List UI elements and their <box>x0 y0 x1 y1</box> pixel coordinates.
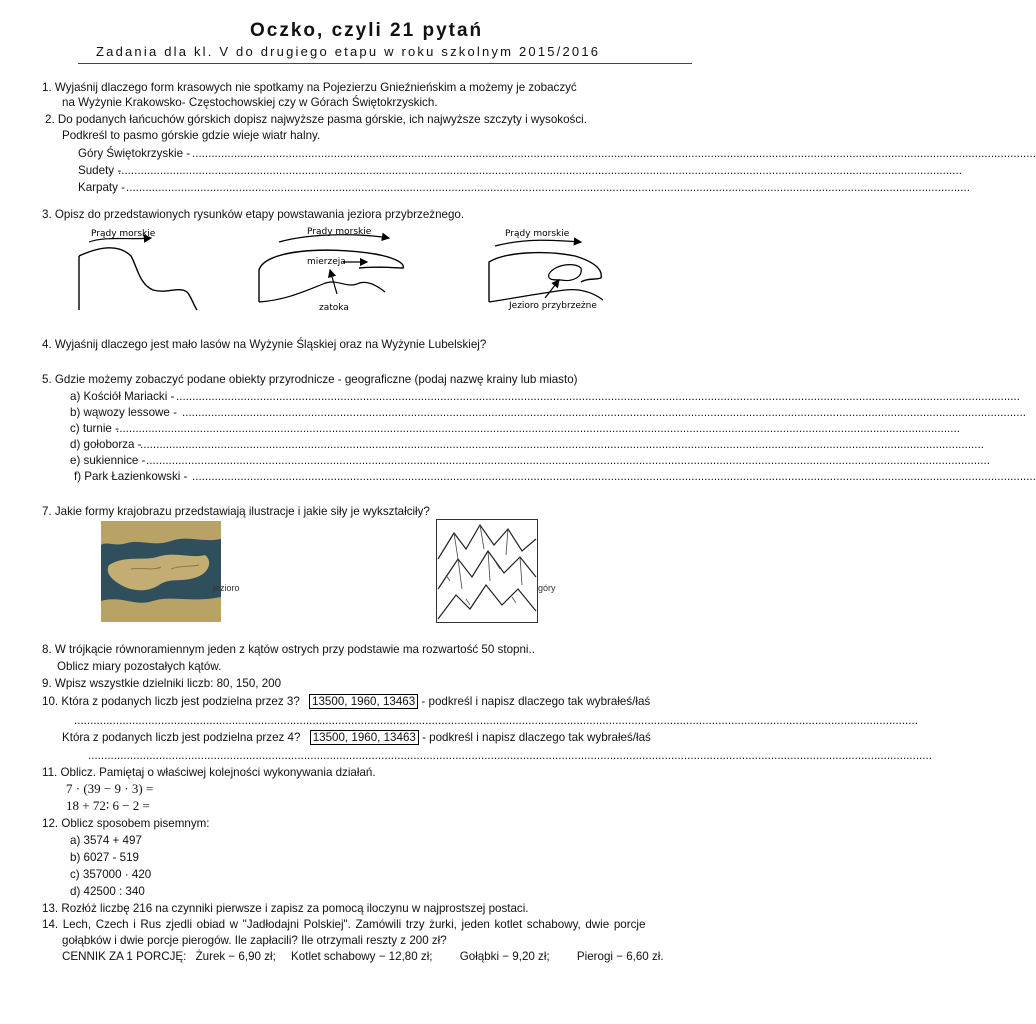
q10-question-4: Która z podanych liczb jest podzielna przez 4? <box>62 731 301 744</box>
header-rule <box>78 63 692 64</box>
q5-item-label: c) turnie - <box>70 422 119 435</box>
diagram-stage-1 <box>79 229 197 310</box>
q10-numbers-box: 13500, 1960, 13463 <box>310 730 419 745</box>
currents-label: Prądy morskie <box>91 229 156 239</box>
lagoon-formation-diagram <box>75 222 685 314</box>
diagram-stage-3 <box>489 229 603 311</box>
price-list <box>62 950 664 964</box>
price-item: Gołąbki − 9,20 zł; <box>459 950 550 963</box>
q2-line2: Podkreśl to pasmo górskie gdzie wieje wiatr halny. <box>62 129 321 142</box>
price-item: Żurek − 6,90 zł; <box>195 950 276 963</box>
answer-line: ...................................................................................................................................................................................................................................................................... <box>146 454 990 467</box>
answer-line: ...................................................................................................................................................................................................................................................................... <box>116 422 960 435</box>
q3-text: 3. Opisz do przedstawionych rysunków etapy powstawania jeziora przybrzeżnego. <box>42 208 465 221</box>
q13-text: 13. Rozłóż liczbę 216 na czynniki pierwsze i zapisz za pomocą iloczynu w najprostszej postaci. <box>42 902 529 915</box>
currents-label: Prądy morskie <box>505 229 570 239</box>
q9-text: 9. Wpisz wszystkie dzielniki liczb: 80, 150, 200 <box>42 677 282 690</box>
q10-line1 <box>42 695 650 709</box>
answer-line: ...................................................................................................................................................................................................................................................................... <box>176 390 1020 403</box>
q12-text: 12. Oblicz sposobem pisemnym: <box>42 817 210 830</box>
drawing-caption: góry <box>538 583 556 593</box>
mountains-drawing <box>436 519 538 623</box>
q11-expression-1: 7 · (39 − 9 · 3) = <box>66 781 154 796</box>
q7-text: 7. Jakie formy krajobrazu przedstawiają ilustracje i jakie siły je wykształciły? <box>42 505 430 518</box>
q5-item-label: a) Kościół Mariacki - <box>70 390 175 403</box>
bay-label: zatoka <box>319 303 349 313</box>
q10-instruction: - podkreśl i napisz dlaczego tak wybrałeś/łaś <box>422 731 651 744</box>
price-list-heading: CENNIK ZA 1 PORCJĘ: <box>62 950 187 963</box>
answer-line: ...................................................................................................................................................................................................................................................................... <box>126 181 970 194</box>
q5-item-label: d) gołoborza - <box>70 438 142 451</box>
q8-line2: Oblicz miary pozostałych kątów. <box>57 660 222 673</box>
currents-label: Prądy morskie <box>307 227 372 237</box>
q12-item: c) 357000 · 420 <box>70 868 152 881</box>
photo-caption: jezioro <box>213 583 240 593</box>
q5-item-label: b) wąwozy lessowe - <box>70 406 177 419</box>
q2-item-label: Góry Świętokrzyskie - <box>78 147 191 160</box>
q11-text: 11. Oblicz. Pamiętaj o właściwej kolejności wykonywania działań. <box>42 766 376 779</box>
coastal-lake-label: Jezioro przybrzeżne <box>509 301 597 311</box>
q12-item: d) 42500 : 340 <box>70 885 145 898</box>
q5-item-label: e) sukiennice - <box>70 454 146 467</box>
answer-line: ...................................................................................................................................................................................................................................................................... <box>182 406 1026 419</box>
answer-line: ...................................................................................................................................................................................................................................................................... <box>192 147 1036 160</box>
q14-line2: gołąbków i dwie porcje pierogów. Ile zapłacili? Ile otrzymali reszty z 200 zł? <box>62 934 447 947</box>
q8-line1: 8. W trójkącie równoramiennym jeden z kątów ostrych przy podstawie ma rozwartość 50 stopni.. <box>42 643 535 656</box>
q1-line2: na Wyżynie Krakowsko- Częstochowskiej czy w Górach Świętokrzyskich. <box>62 96 438 109</box>
q2-line1: 2. Do podanych łańcuchów górskich dopisz najwyższe pasma górskie, ich najwyższe szczyty i wysokości. <box>45 113 587 126</box>
q12-item: b) 6027 - 519 <box>70 851 139 864</box>
q10-numbers-box: 13500, 1960, 13463 <box>309 694 418 709</box>
price-item: Pierogi − 6,60 zł. <box>576 950 664 963</box>
q10-instruction: - podkreśl i napisz dlaczego tak wybrałeś/łaś <box>421 695 651 708</box>
answer-line: ...................................................................................................................................................................................................................................................................... <box>74 714 918 727</box>
q12-item: a) 3574 + 497 <box>70 834 142 847</box>
q2-item-label: Karpaty - <box>78 181 126 194</box>
q11-expression-2: 18 + 72∶ 6 − 2 = <box>66 798 150 813</box>
q10-question-3: 10. Która z podanych liczb jest podzielna przez 3? <box>42 695 300 708</box>
price-item: Kotlet schabowy − 12,80 zł; <box>291 950 433 963</box>
page-title: Oczko, czyli 21 pytań <box>250 20 484 41</box>
answer-line: ...................................................................................................................................................................................................................................................................... <box>140 438 984 451</box>
page-subtitle: Zadania dla kl. V do drugiego etapu w roku szkolnym 2015/2016 <box>96 44 601 59</box>
spit-label: mierzeja <box>307 257 346 267</box>
q14-line1: 14. Lech, Czech i Rus zjedli obiad w "Jadłodajni Polskiej". Zamówili trzy żurki, jeden kotlet schabowy, dwie porcje <box>42 918 646 931</box>
q4-text: 4. Wyjaśnij dlaczego jest mało lasów na Wyżynie Śląskiej oraz na Wyżynie Lubelskiej? <box>42 338 487 351</box>
answer-line: ...................................................................................................................................................................................................................................................................... <box>118 164 962 177</box>
diagram-stage-2 <box>259 227 403 313</box>
answer-line: ...................................................................................................................................................................................................................................................................... <box>192 470 1036 483</box>
lake-photo <box>101 521 221 622</box>
q5-text: 5. Gdzie możemy zobaczyć podane obiekty przyrodnicze - geograficzne (podaj nazwę krainy lub miasto) <box>42 373 578 386</box>
q10-line2 <box>62 731 651 745</box>
q1-line1: 1. Wyjaśnij dlaczego form krasowych nie spotkamy na Pojezierzu Gnieźnieńskim a możemy je zobaczyć <box>42 81 577 94</box>
answer-line: ...................................................................................................................................................................................................................................................................... <box>88 749 932 762</box>
q5-item-label: f) Park Łazienkowski - <box>74 470 188 483</box>
q2-item-label: Sudety - <box>78 164 122 177</box>
